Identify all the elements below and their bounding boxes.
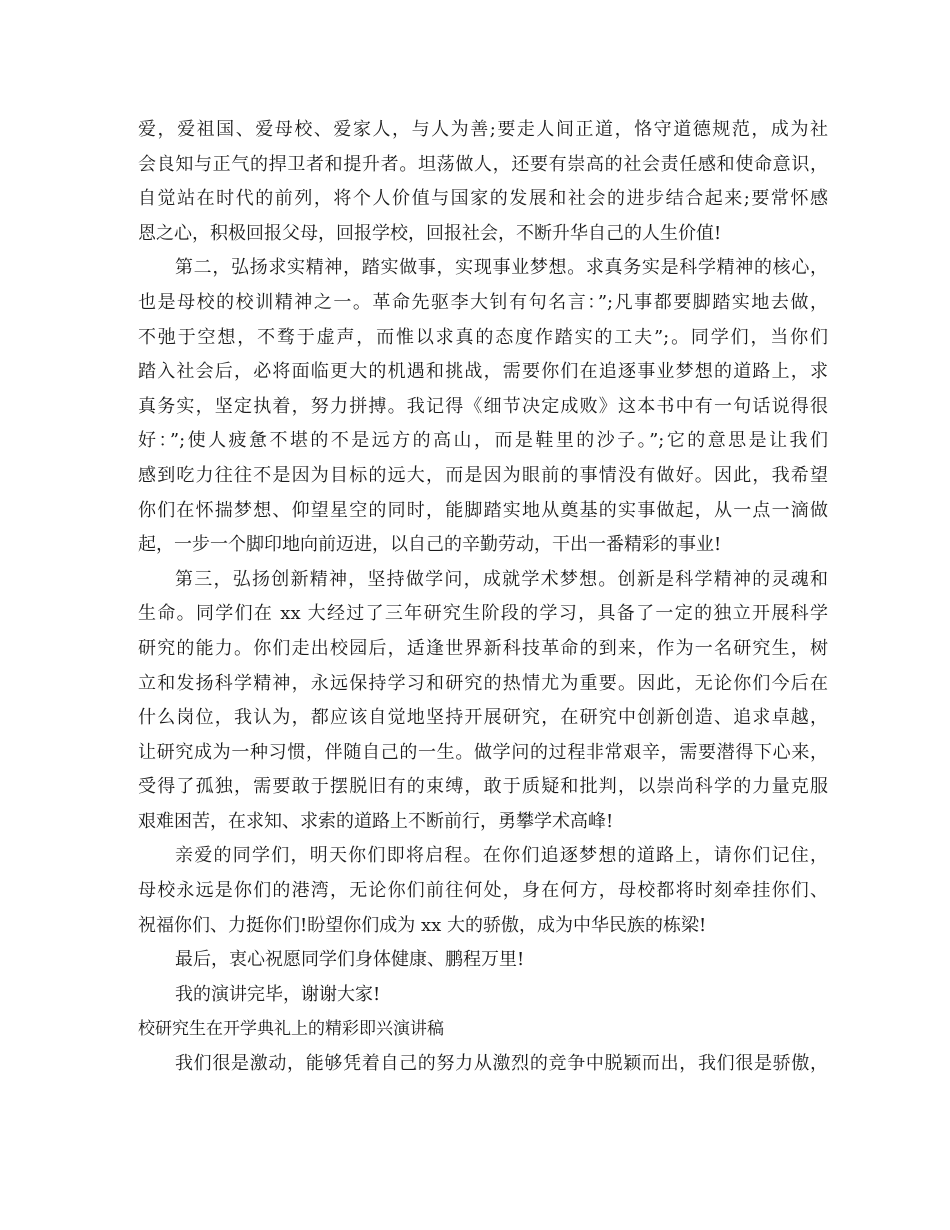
text-line: 感到吃力往往不是因为目标的远大，而是因为眼前的事情没有做好。因此，我希望 <box>138 464 828 486</box>
text-line: 母校永远是你们的港湾，无论你们前往何处，身在何方，母校都将时刻牵挂你们、 <box>138 880 828 902</box>
text-line: 爱，爱祖国、爱母校、爱家人，与人为善;要走人间正道，恪守道德规范，成为社 <box>138 119 828 140</box>
text-line: 会良知与正气的捍卫者和提升者。坦荡做人，还要有崇高的社会责任感和使命意识， <box>138 153 828 175</box>
text-line: 不弛于空想，不骛于虚声，而惟以求真的态度作踏实的工夫”;。同学们，当你们 <box>138 326 828 348</box>
text-line: 立和发扬科学精神，永远保持学习和研究的热情尤为重要。因此，无论你们今后在 <box>138 672 828 694</box>
text-line: 让研究成为一种习惯，伴随自己的一生。做学问的过程非常艰辛，需要潜得下心来， <box>138 741 828 763</box>
text-line: 恩之心，积极回报父母，回报学校，回报社会，不断升华自己的人生价值! <box>138 222 722 244</box>
text-line: 你们在怀揣梦想、仰望星空的同时，能脚踏实地从奠基的实事做起，从一点一滴做 <box>138 499 828 521</box>
paragraph-first-line: 第三，弘扬创新精神，坚持做学问，成就学术梦想。创新是科学精神的灵魂和 <box>175 568 828 590</box>
text-line: 祝福你们、力挺你们!盼望你们成为 xx 大的骄傲，成为中华民族的栋梁! <box>138 914 707 936</box>
text-line: 踏入社会后，必将面临更大的机遇和挑战，需要你们在追逐事业梦想的道路上，求 <box>138 361 828 383</box>
text-line: 什么岗位，我认为，都应该自觉地坚持开展研究，在研究中创新创造、追求卓越， <box>138 707 828 729</box>
paragraph-first-line: 亲爱的同学们，明天你们即将启程。在你们追逐梦想的道路上，请你们记住， <box>175 845 828 867</box>
paragraph-first-line: 第二，弘扬求实精神，踏实做事，实现事业梦想。求真务实是科学精神的核心， <box>175 257 828 279</box>
text-line: 生命。同学们在 xx 大经过了三年研究生阶段的学习，具备了一定的独立开展科学 <box>138 603 828 625</box>
text-line: 真务实，坚定执着，努力拼搏。我记得《细节决定成败》这本书中有一句话说得很 <box>138 395 828 417</box>
text-line: 研究的能力。你们走出校园后，适逢世界新科技革命的到来，作为一名研究生，树 <box>138 637 828 659</box>
paragraph-first-line: 我们很是激动，能够凭着自己的努力从激烈的竞争中脱颖而出，我们很是骄傲， <box>175 1053 828 1075</box>
paragraph-first-line: 最后，衷心祝愿同学们身体健康、鹏程万里! <box>175 949 525 971</box>
text-line: 起，一步一个脚印地向前迈进，以自己的辛勤劳动，干出一番精彩的事业! <box>138 534 722 556</box>
document-body <box>138 113 828 1082</box>
paragraph-first-line: 我的演讲完毕，谢谢大家! <box>175 983 381 1005</box>
text-line: 好：”;使人疲惫不堪的不是远方的高山，而是鞋里的沙子。”;它的意思是让我们 <box>138 430 828 452</box>
text-line: 艰难困苦，在求知、求索的道路上不断前行，勇攀学术高峰! <box>138 810 614 832</box>
section-title: 校研究生在开学典礼上的精彩即兴演讲稿 <box>138 1019 444 1040</box>
text-line: 受得了孤独，需要敢于摆脱旧有的束缚，敢于质疑和批判，以崇尚科学的力量克服 <box>138 776 828 798</box>
text-line: 也是母校的校训精神之一。革命先驱李大钊有句名言：”;凡事都要脚踏实地去做， <box>138 291 828 313</box>
text-line: 自觉站在时代的前列，将个人价值与国家的发展和社会的进步结合起来;要常怀感 <box>138 188 828 210</box>
